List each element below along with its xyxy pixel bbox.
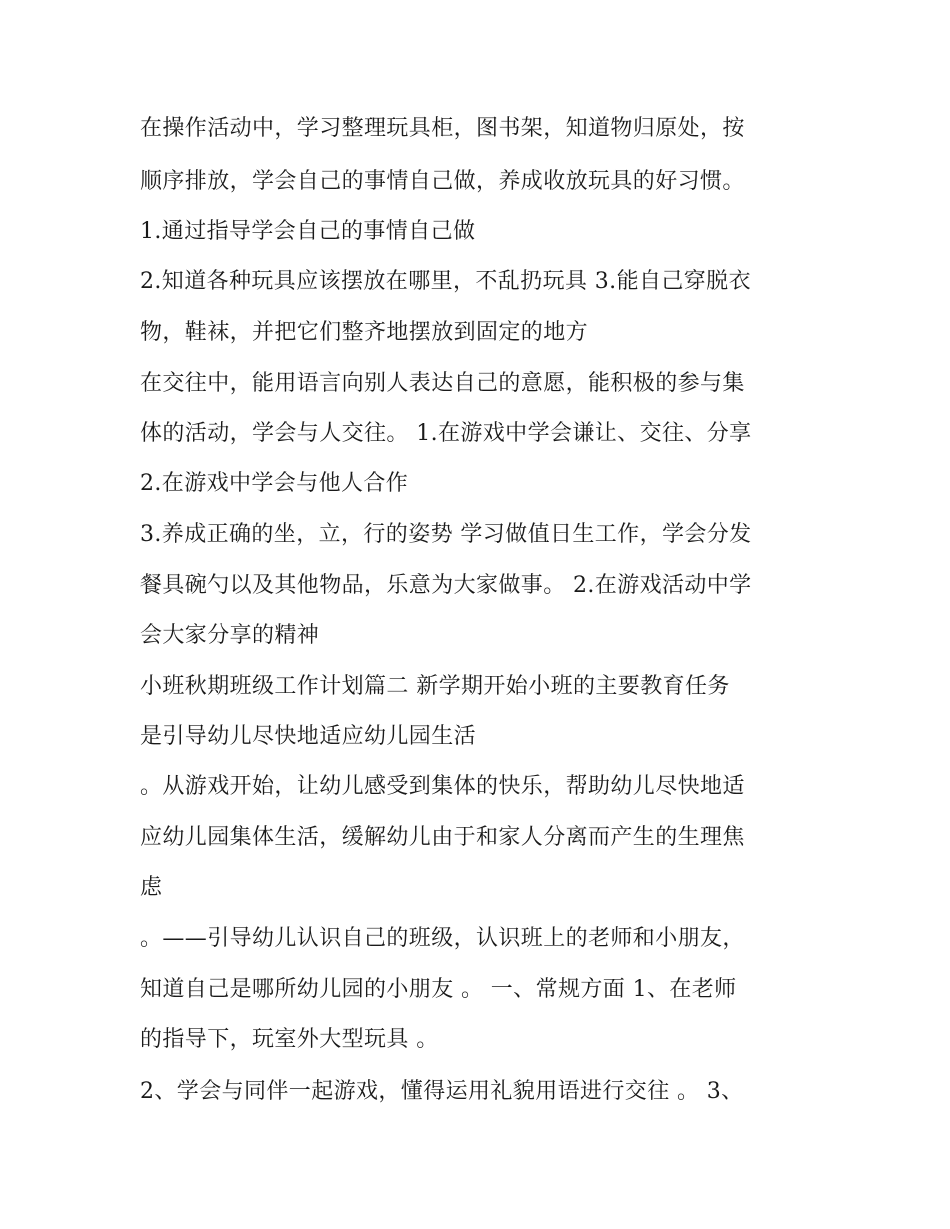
text-line: 餐具碗勺以及其他物品，乐意为大家做事。 2.在游戏活动中学 [140, 573, 752, 598]
text-line: 在操作活动中，学习整理玩具柜，图书架，知道物归原处，按 [140, 116, 745, 141]
text-line: 会大家分享的精神 [140, 623, 320, 648]
text-line: 是引导幼儿尽快地适应幼儿园生活 [140, 724, 477, 749]
text-line: 1.通过指导学会自己的事情自己做 [140, 219, 476, 244]
text-line: 顺序排放，学会自己的事情自己做，养成收放玩具的好习惯。 [140, 169, 745, 194]
text-line: 3.养成正确的坐，立，行的姿势 学习做值日生工作，学会分发 [140, 522, 752, 547]
text-line: 2.知道各种玩具应该摆放在哪里，不乱扔玩具 3.能自己穿脱衣 [140, 269, 751, 294]
text-line: 虑 [140, 875, 163, 900]
text-line: 2.在游戏中学会与他人合作 [140, 471, 409, 496]
text-line: 。从游戏开始，让幼儿感受到集体的快乐，帮助幼儿尽快地适 [140, 774, 745, 799]
text-line: 知道自己是哪所幼儿园的小朋友 。 一、常规方面 1、在老师 [140, 977, 737, 1002]
text-line: 。——引导幼儿认识自己的班级，认识班上的老师和小朋友， [140, 926, 745, 951]
text-line: 2、学会与同伴一起游戏，懂得运用礼貌用语进行交往 。 3、 [140, 1079, 744, 1104]
text-line: 小班秋期班级工作计划篇二 新学期开始小班的主要教育任务 [140, 674, 730, 699]
text-line: 的指导下，玩室外大型玩具 。 [140, 1027, 439, 1052]
text-line: 应幼儿园集体生活，缓解幼儿由于和家人分离而产生的生理焦 [140, 825, 745, 850]
text-line: 物，鞋袜，并把它们整齐地摆放到固定的地方 [140, 320, 589, 345]
text-line: 在交往中，能用语言向别人表达自己的意愿，能积极的参与集 [140, 371, 745, 396]
text-line: 体的活动，学会与人交往。 1.在游戏中学会谦让、交往、分享 [140, 421, 752, 446]
